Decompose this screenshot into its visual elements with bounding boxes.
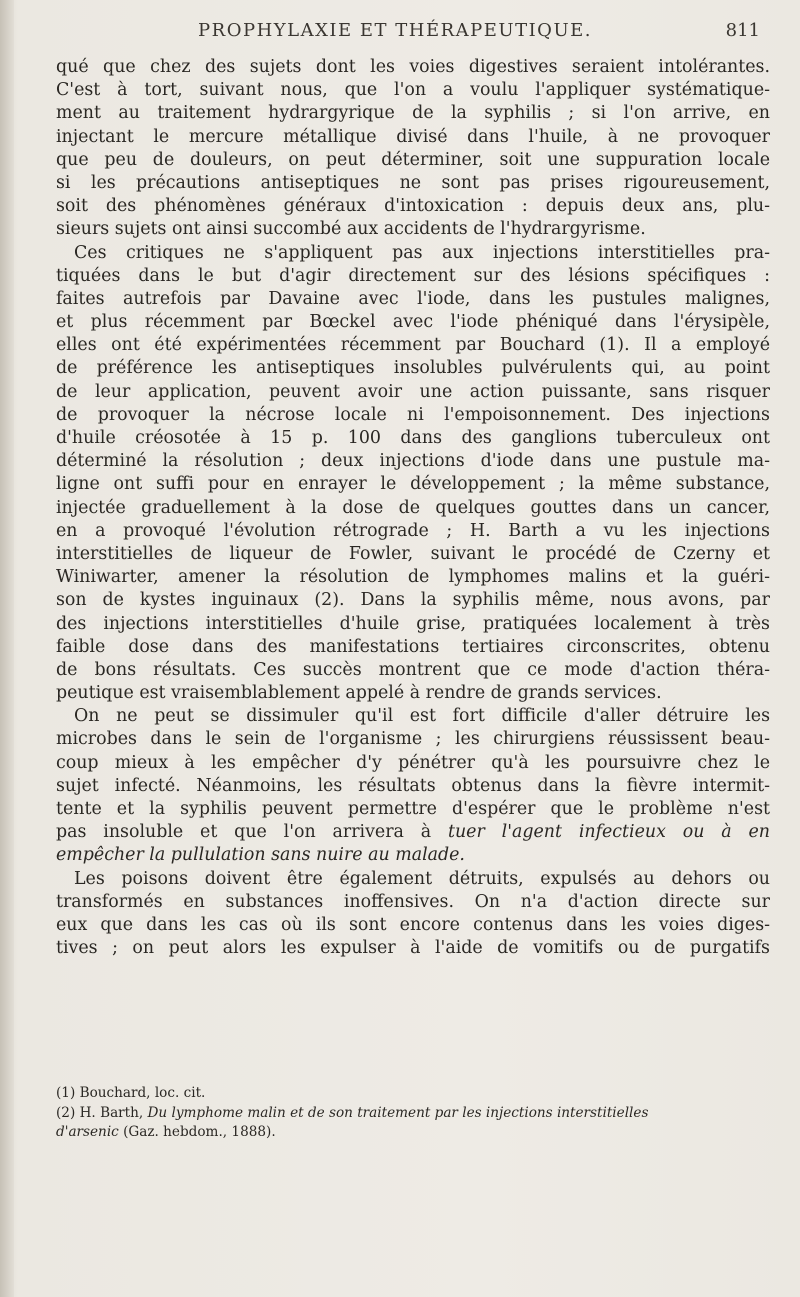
text-line: tiquées dans le but d'agir directement sur des lésions spécifiques :: [56, 265, 770, 286]
footnote-title: Du lymphome malin et de son traitement par les injections interstitielles: [147, 1104, 649, 1121]
footnote-title-continued: d'arsenic: [56, 1124, 119, 1140]
text-line: tente et la syphilis peuvent permettre d'espérer que le problème n'est: [56, 799, 770, 819]
footnote-author: (2) H. Barth,: [56, 1104, 148, 1121]
text-line: d'huile créosotée à 15 p. 100 dans des ganglions tuberculeux ont: [56, 428, 770, 448]
footnote-source: (Gaz. hebdom., 1888).: [118, 1124, 276, 1140]
text-line: Ces critiques ne s'appliquent pas aux injections interstitielles pra-: [74, 242, 770, 263]
text-line: Les poisons doivent être également détruits, expulsés au dehors ou: [74, 868, 770, 889]
footnote-2-continued: [56, 1123, 770, 1143]
text-line: [56, 821, 770, 844]
text-line: soit des phénomènes généraux d'intoxication : depuis deux ans, plu-: [56, 196, 770, 217]
italic-phrase: tuer l'agent infectieux ou à en: [447, 822, 770, 843]
text-line: des injections interstitielles d'huile grise, pratiquées localement à très: [56, 613, 770, 634]
running-head: PROPHYLAXIE ET THÉRAPEUTIQUE.: [198, 20, 592, 41]
italic-phrase: empêcher la pullulation sans nuire au malade.: [56, 845, 465, 866]
text-line: tives ; on peut alors les expulser à l'aide de vomitifs ou de purgatifs: [56, 938, 770, 959]
text-line: déterminé la résolution ; deux injections d'iode dans une pustule ma-: [56, 451, 770, 472]
text-line: ment au traitement hydrargyrique de la syphilis ; si l'on arrive, en: [56, 103, 770, 124]
text-line: Winiwarter, amener la résolution de lymphomes malins et la guéri-: [56, 567, 770, 588]
text-line: si les précautions antiseptiques ne sont pas prises rigoureusement,: [56, 172, 770, 193]
text-line: transformés en substances inoffensives. On n'a d'action directe sur: [56, 891, 770, 912]
text-line: de provoquer la nécrose locale ni l'empoisonnement. Des injections: [56, 404, 770, 425]
footnotes: [56, 1084, 770, 1143]
footnote-2: [56, 1104, 770, 1124]
text-line: de leur application, peuvent avoir une action puissante, sans risquer: [56, 381, 770, 402]
text-line: qué que chez des sujets dont les voies digestives seraient intolérantes.: [56, 57, 770, 77]
text-line: ligne ont suffi pour en enrayer le développement ; la même substance,: [56, 474, 770, 495]
text-segment: pas insoluble et que l'on arrivera à: [56, 822, 448, 843]
text-line: C'est à tort, suivant nous, que l'on a voulu l'appliquer systématique-: [56, 80, 770, 101]
text-line: sujet infecté. Néanmoins, les résultats obtenus dans la fièvre intermit-: [56, 775, 770, 796]
footnote-1: (1) Bouchard, loc. cit.: [56, 1085, 206, 1101]
text-line: injectée graduellement à la dose de quelques gouttes dans un cancer,: [56, 497, 770, 518]
page-number: 811: [725, 20, 760, 41]
text-line: faites autrefois par Davaine avec l'iode, dans les pustules malignes,: [56, 288, 770, 309]
text-line: peutique est vraisemblablement appelé à rendre de grands services.: [56, 683, 662, 704]
text-line: elles ont été expérimentées récemment par Bouchard (1). Il a employé: [56, 335, 770, 356]
text-line: microbes dans le sein de l'organisme ; les chirurgiens réussissent beau-: [56, 729, 770, 750]
text-line: et plus récemment par Bœckel avec l'iode phéniqué dans l'érysipèle,: [56, 312, 770, 333]
body-text: [56, 56, 770, 960]
page-header: [30, 18, 760, 48]
text-line: interstitielles de liqueur de Fowler, suivant le procédé de Czerny et: [56, 543, 770, 564]
text-line: coup mieux à les empêcher d'y pénétrer qu'à les poursuivre chez le: [56, 752, 770, 773]
text-line: [56, 844, 770, 867]
text-line: de bons résultats. Ces succès montrent que ce mode d'action théra-: [56, 659, 770, 680]
text-line: faible dose dans des manifestations tertiaires circonscrites, obtenu: [56, 636, 770, 657]
text-line: On ne peut se dissimuler qu'il est fort difficile d'aller détruire les: [74, 706, 770, 727]
text-line: que peu de douleurs, on peut déterminer, soit une suppuration locale: [56, 149, 770, 170]
page-binding-edge: [0, 0, 14, 1297]
text-line: sieurs sujets ont ainsi succombé aux accidents de l'hydrargyrisme.: [56, 219, 646, 240]
text-line: injectant le mercure métallique divisé dans l'huile, à ne provoquer: [56, 126, 770, 147]
text-line: son de kystes inguinaux (2). Dans la syphilis même, nous avons, par: [56, 590, 770, 611]
text-line: de préférence les antiseptiques insolubles pulvérulents qui, au point: [56, 358, 770, 379]
text-line: eux que dans les cas où ils sont encore contenus dans les voies diges-: [56, 914, 770, 935]
text-line: en a provoqué l'évolution rétrograde ; H. Barth a vu les injections: [56, 520, 770, 541]
